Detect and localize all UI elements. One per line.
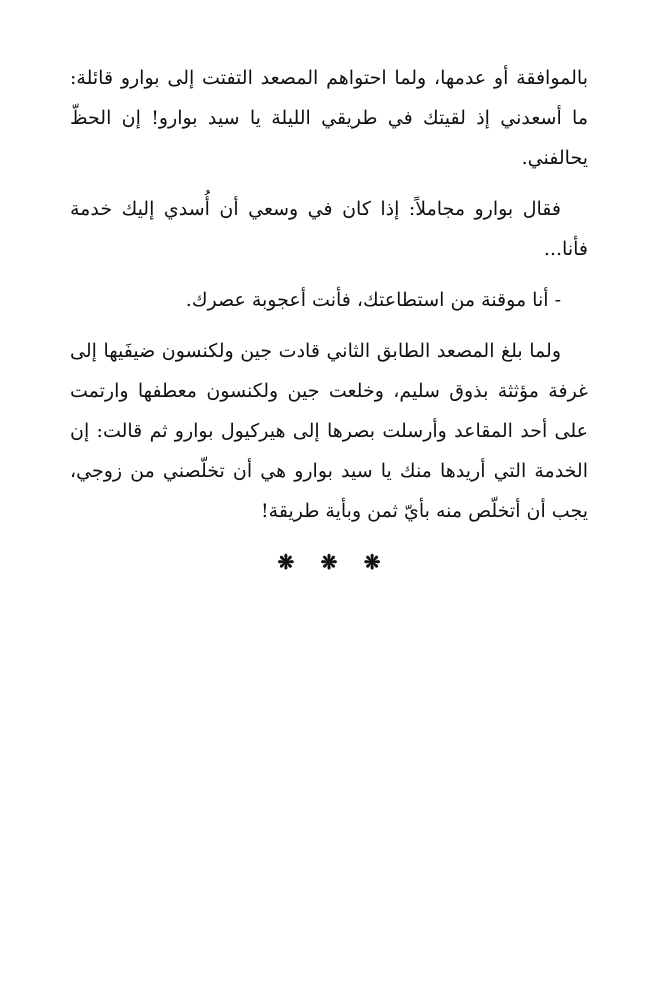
paragraph-continuation: بالموافقة أو عدمها، ولما احتواهم المصعد التفتت إلى بوارو قائلة: ما أسعدني إذ لقيتك في طريقي الليلة يا سيد بوارو! إن الحظّ يحالفني.	[70, 67, 588, 169]
separator-asterism: ❋	[363, 550, 381, 574]
page-body	[70, 58, 588, 582]
separator-asterism: ❋	[277, 550, 295, 574]
section-separator	[70, 542, 588, 582]
separator-asterism: ❋	[320, 550, 338, 574]
paragraph-poirot-reply: فقال بوارو مجاملاً: إذا كان في وسعي أن أُسدي إليك خدمة فأنا...	[70, 198, 588, 260]
paragraph-jane-request: ولما بلغ المصعد الطابق الثاني قادت جين ولكنسون ضيفَيها إلى غرفة مؤثثة بذوق سليم، وخلعت جين ولكنسون معطفها وارتمت على أحد المقاعد وأرسلت بصرها إلى هيركيول بوارو ثم قالت: إن الخدمة التي أريدها منك يا سيد بوارو هي أن تخلّصني من زوجي، يجب أن أتخلّص منه بأيّ ثمن وبأية طريقة!	[70, 340, 588, 522]
paragraph-dialogue-line: - أنا موقنة من استطاعتك، فأنت أعجوبة عصرك.	[185, 289, 561, 311]
